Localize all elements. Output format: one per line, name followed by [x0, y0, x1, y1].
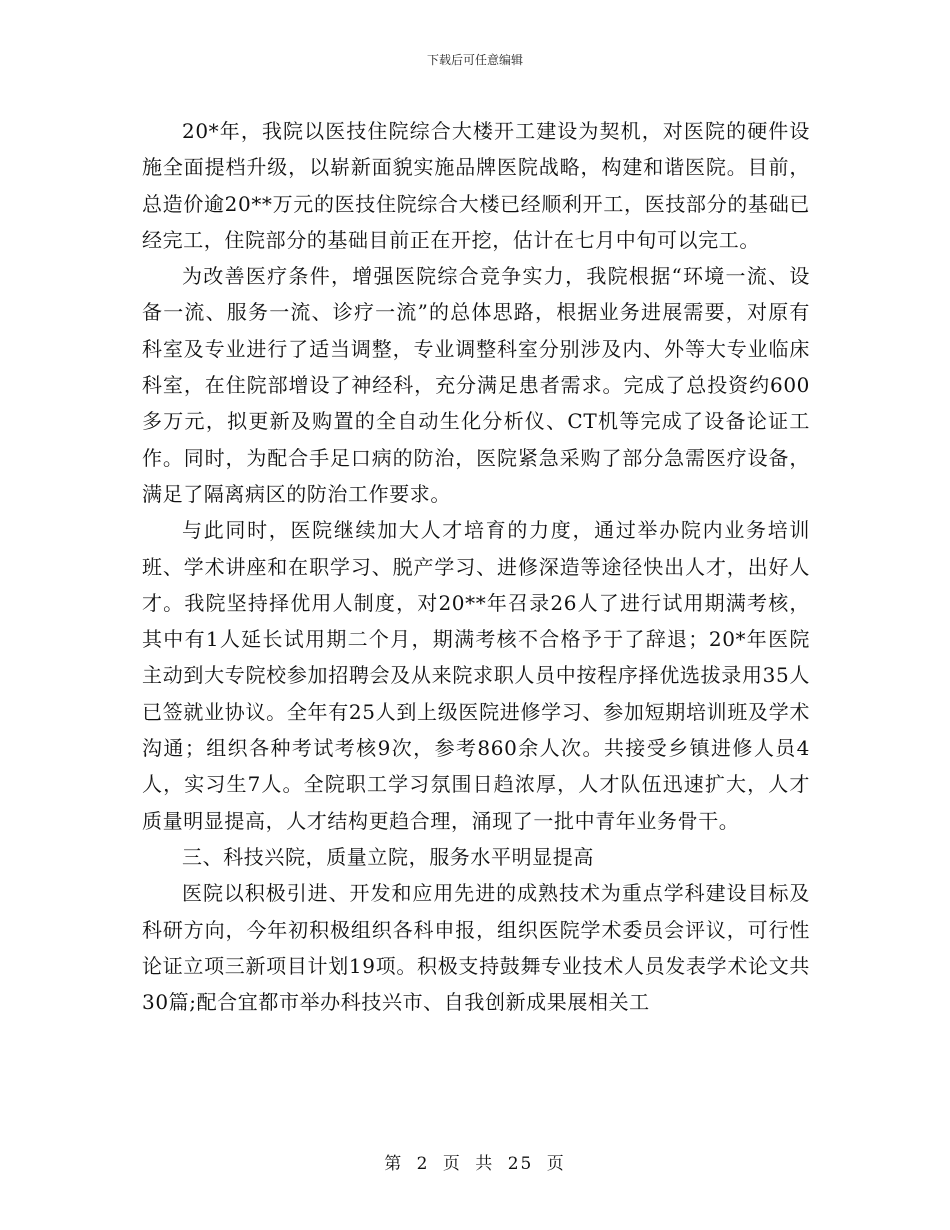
page-number-footer: 第 2 页 共 25 页 [384, 1154, 566, 1174]
paragraph-research-projects: 医院以积极引进、开发和应用先进的成熟技术为重点学科建设目标及科研方向，今年初积极组织各科申报，组织医院学术委员会评议，可行性论证立项三新项目计划19项。积极支持鼓舞专业技术人员发表学术论文共30篇;配合宜都市举办科技兴市、自我创新成果展相关工 [142, 881, 810, 1015]
document-body [142, 113, 810, 1020]
paragraph-medical-equipment: 为改善医疗条件，增强医院综合竞争实力，我院根据“环境一流、设备一流、服务一流、诊疗一流”的总体思路，根据业务进展需要，对原有科室及专业进行了适当调整，专业调整科室分别涉及内、外等大专业临床科室，在住院部增设了神经科，充分满足患者需求。完成了总投资约600多万元，拟更新及购置的全自动生化分析仪、CT机等完成了设备论证工作。同时，为配合手足口病的防治，医院紧急采购了部分急需医疗设备，满足了隔离病区的防治工作要求。 [142, 264, 810, 506]
paragraph-building-construction: 20*年，我院以医技住院综合大楼开工建设为契机，对医院的硬件设施全面提档升级，以崭新面貌实施品牌医院战略，构建和谐医院。目前，总造价逾20**万元的医技住院综合大楼已经顺利开工，医技部分的基础已经完工，住院部分的基础目前正在开挖，估计在七月中旬可以完工。 [142, 119, 810, 252]
paragraph-talent-training: 与此同时，医院继续加大人才培育的力度，通过举办院内业务培训班、学术讲座和在职学习、脱产学习、进修深造等途径快出人才，出好人才。我院坚持择优用人制度，对20**年召录26人了进行试用期满考核，其中有1人延长试用期二个月，期满考核不合格予于了辞退；20*年医院主动到大专院校参加招聘会及从来院求职人员中按程序择优选拔录用35人已签就业协议。全年有25人到上级医院进修学习、参加短期培训班及学术沟通；组织各种考试考核9次，参考860余人次。共接受乡镇进修人员4人，实习生7人。全院职工学习氛围日趋浓厚，人才队伍迅速扩大，人才质量明显提高，人才结构更趋合理，涌现了一批中青年业务骨干。 [142, 518, 810, 833]
section-heading-technology: 三、科技兴院，质量立院，服务水平明显提高 [182, 844, 594, 869]
page-header: 下载后可任意编辑 [426, 53, 523, 67]
